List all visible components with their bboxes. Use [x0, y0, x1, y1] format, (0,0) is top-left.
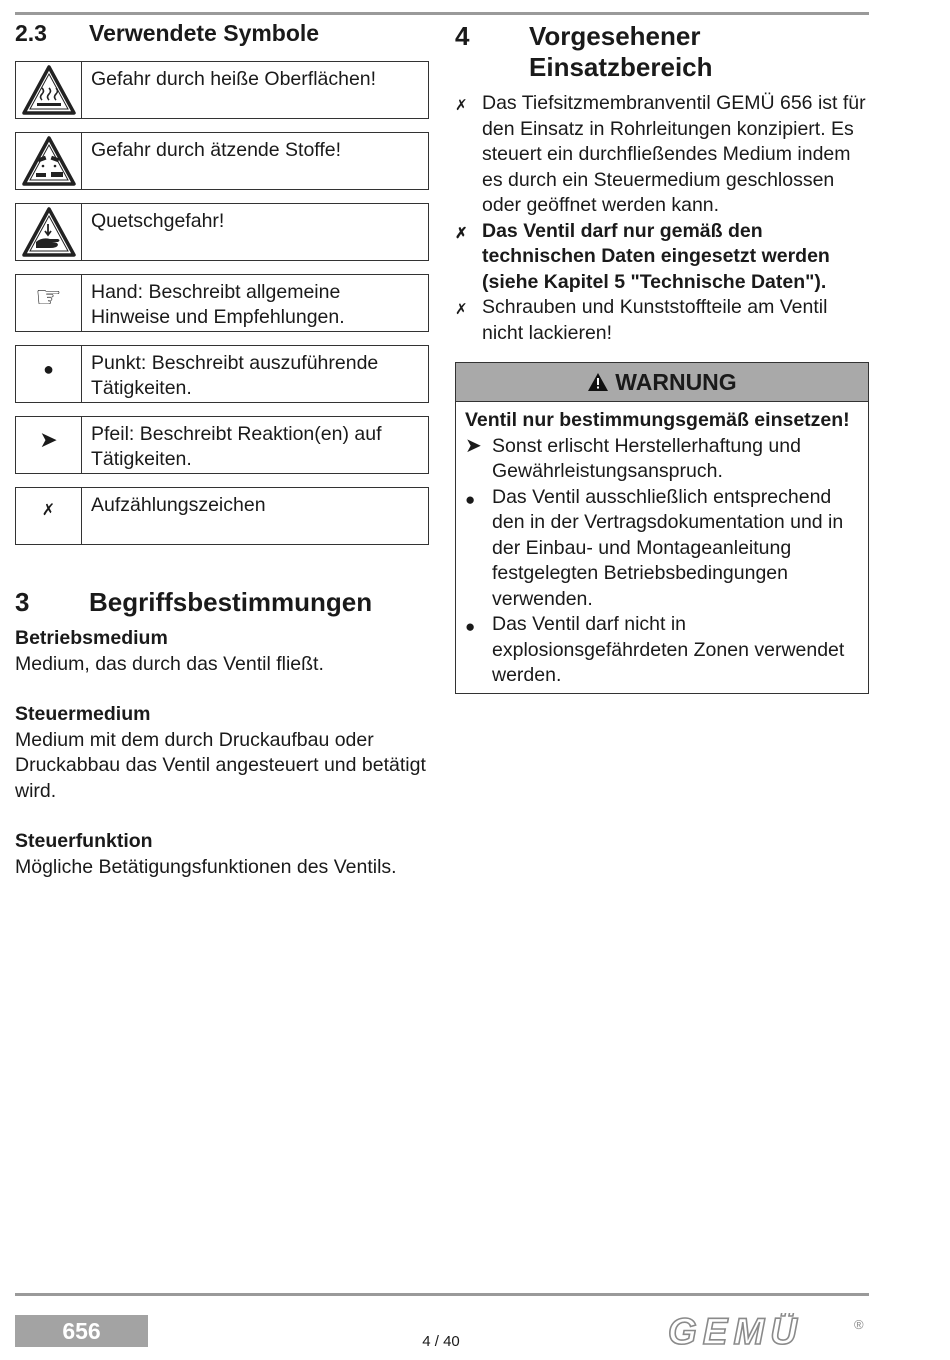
list-item	[455, 91, 869, 219]
bullet-dot-icon: ●	[465, 489, 476, 509]
term-entry	[15, 702, 429, 804]
symbols-table	[15, 61, 429, 545]
symbol-row	[15, 132, 429, 190]
list-mark-icon: ✗	[455, 301, 468, 318]
section-title: Verwendete Symbole	[89, 20, 320, 46]
warning-header	[456, 363, 868, 402]
header-rule	[15, 12, 869, 15]
list-item	[455, 295, 869, 346]
section-title	[529, 21, 713, 83]
pointing-hand-glyph: ☞	[35, 281, 62, 314]
symbol-description: Punkt: Beschreibt auszuführende Tätigkeiten.	[91, 352, 379, 399]
hot-surface-warning-icon	[16, 62, 82, 118]
list-item	[455, 219, 869, 296]
section-title: Begriffsbestimmungen	[89, 587, 373, 617]
warning-triangle-icon	[587, 372, 609, 392]
symbol-description: Gefahr durch ätzende Stoffe!	[91, 139, 342, 161]
right-column	[455, 18, 869, 694]
logo-text: GEMÜ	[668, 1313, 803, 1349]
term-definition: Mögliche Betätigungsfunktionen des Ventils.	[15, 855, 397, 878]
registered-mark: ®	[854, 1317, 864, 1332]
left-column	[15, 18, 429, 905]
symbol-description: Gefahr durch heiße Oberflächen!	[91, 68, 377, 90]
warning-body	[456, 402, 868, 693]
section-3-heading	[15, 587, 429, 618]
list-mark-glyph: ✗	[41, 502, 56, 519]
list-item-text: Das Tiefsitzmembranventil GEMÜ 656 ist für den Einsatz in Rohrleitungen konzipiert. Es steuert ein durchfließendes Medium indem es durch ein Steuermedium geschlossen oder geöffnet werden kann.	[482, 92, 866, 216]
symbol-description: Quetschgefahr!	[91, 210, 225, 232]
symbol-row	[15, 487, 429, 545]
term-entry	[15, 829, 429, 880]
arrow-right-icon: ➤	[465, 434, 482, 457]
term-name: Steuermedium	[15, 703, 151, 725]
usage-list	[455, 91, 869, 346]
warning-title: Ventil nur bestimmungsgemäß einsetzen!	[465, 409, 850, 431]
list-item	[465, 485, 859, 613]
footer-rule	[15, 1293, 869, 1296]
list-mark-icon: ✗	[455, 97, 468, 114]
arrow-right-icon	[16, 417, 82, 473]
product-badge: 656	[15, 1315, 148, 1347]
corrosive-warning-icon	[16, 133, 82, 189]
arrow-right-glyph: ➤	[39, 427, 58, 452]
page-number: 4 / 40	[422, 1333, 460, 1350]
symbol-row	[15, 345, 429, 403]
symbol-row	[15, 274, 429, 332]
symbol-row	[15, 203, 429, 261]
list-mark-icon	[16, 488, 82, 544]
list-item-text: Sonst erlischt Herstellerhaftung und Gewährleistungsanspruch.	[492, 434, 801, 482]
warning-label: WARNUNG	[615, 368, 737, 395]
pointing-hand-icon	[16, 275, 82, 331]
section-number: 3	[15, 587, 30, 617]
term-definition: Medium mit dem durch Druckaufbau oder Druckabbau das Ventil angesteuert und betätigt wird.	[15, 728, 426, 802]
symbol-row	[15, 61, 429, 119]
term-definition: Medium, das durch das Ventil fließt.	[15, 652, 324, 675]
term-name: Betriebsmedium	[15, 627, 168, 649]
term-entry	[15, 626, 429, 677]
section-4-heading	[455, 21, 869, 83]
section-2-3-heading	[15, 20, 429, 47]
section-3	[15, 587, 429, 880]
term-name: Steuerfunktion	[15, 830, 153, 852]
warning-list	[465, 434, 859, 689]
section-number: 4	[455, 21, 470, 51]
bullet-dot-icon	[16, 346, 82, 402]
bullet-dot-icon: ●	[465, 617, 476, 636]
section-title-line: Einsatzbereich	[529, 52, 713, 82]
list-item	[465, 612, 859, 689]
list-item-text: Das Ventil ausschließlich entsprechend den in der Vertragsdokumentation und in der Einbau- und Montageanleitung festgelegten Betriebsbedingungen verwenden.	[492, 485, 844, 610]
list-item	[465, 434, 859, 485]
symbol-description: Hand: Beschreibt allgemeine Hinweise und Empfehlungen.	[91, 281, 345, 328]
list-item-text: Das Ventil darf nicht in explosionsgefährdeten Zonen verwendet werden.	[492, 613, 845, 686]
symbol-row	[15, 416, 429, 474]
bullet-dot-glyph: ●	[43, 359, 54, 379]
warning-box	[455, 362, 869, 694]
symbol-description: Aufzählungszeichen	[91, 494, 266, 516]
list-item-text: Schrauben und Kunststoffteile am Ventil nicht lackieren!	[482, 296, 828, 344]
section-number: 2.3	[15, 20, 47, 46]
list-item-text: Das Ventil darf nur gemäß den technischen Daten eingesetzt werden (siehe Kapitel 5 "Technische Daten").	[482, 219, 830, 293]
list-mark-icon: ✗	[455, 224, 468, 242]
crush-hazard-warning-icon	[16, 204, 82, 260]
gemu-logo	[668, 1313, 868, 1354]
section-title-line: Vorgesehener	[529, 21, 701, 51]
symbol-description: Pfeil: Beschreibt Reaktion(en) auf Tätigkeiten.	[91, 423, 382, 470]
